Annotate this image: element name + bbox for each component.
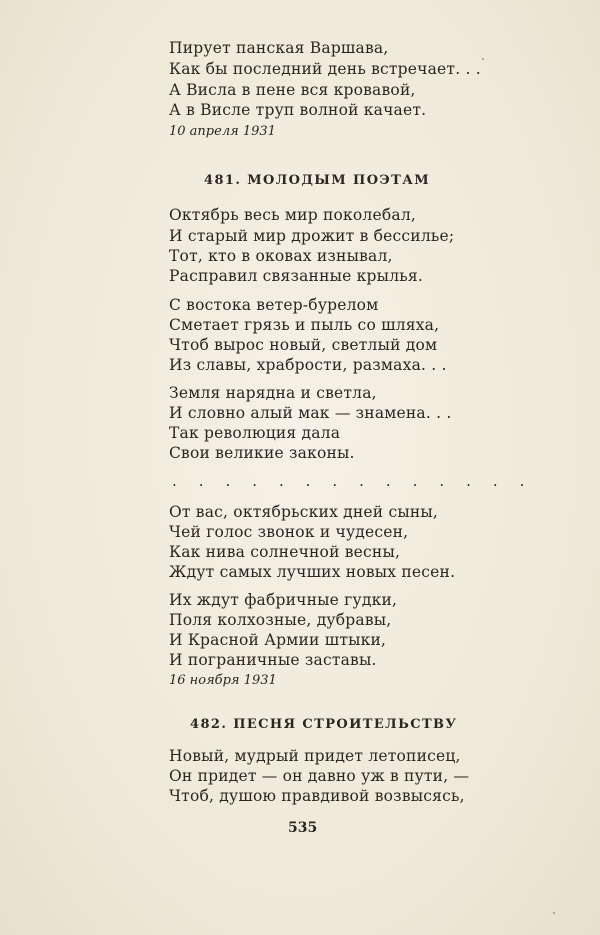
verse-line: И Красной Армии штыки,: [169, 631, 387, 649]
verse-line: Пирует панская Варшава,: [169, 39, 389, 57]
verse-line: Из славы, храбрости, размаха. . .: [169, 356, 447, 374]
verse-line: Их ждут фабричные гудки,: [169, 591, 398, 609]
verse-line: Тот, кто в оковах изнывал,: [169, 247, 393, 265]
verse-line: И пограничные заставы.: [169, 651, 377, 669]
verse-line: Поля колхозные, дубравы,: [169, 611, 392, 629]
verse-line: И старый мир дрожит в бессилье;: [169, 227, 455, 245]
paper-speck: [553, 912, 555, 914]
paper-speck: [482, 58, 484, 60]
verse-line: Расправил связанные крылья.: [169, 267, 423, 285]
verse-line: Он придет — он давно уж в пути, —: [169, 767, 470, 785]
verse-line: С востока ветер-бурелом: [169, 296, 379, 314]
verse-line: Сметает грязь и пыль со шляха,: [169, 316, 440, 334]
stanza-separator: . . . . . . . . . . . . . .: [172, 472, 533, 490]
verse-line: Ждут самых лучших новых песен.: [169, 563, 456, 581]
verse-line: Октябрь весь мир поколебал,: [169, 206, 416, 224]
poem-title: 482. ПЕСНЯ СТРОИТЕЛЬСТВУ: [190, 717, 458, 732]
verse-line: А Висла в пене вся кровавой,: [169, 81, 416, 99]
verse-line: А в Висле труп волной качает.: [169, 101, 427, 119]
verse-line: Свои великие законы.: [169, 444, 355, 462]
poem-title: 481. МОЛОДЫМ ПОЭТАМ: [204, 173, 431, 188]
verse-line: Чтоб, душою правдивой возвысясь,: [169, 787, 465, 805]
verse-line: Земля нарядна и светла,: [169, 384, 377, 402]
verse-line: Чтоб вырос новый, светлый дом: [169, 336, 438, 354]
page-number: 535: [288, 820, 318, 836]
poem-date: 10 апреля 1931: [169, 124, 276, 139]
verse-line: От вас, октябрьских дней сыны,: [169, 503, 439, 521]
verse-line: Как бы последний день встречает. . .: [169, 60, 481, 78]
verse-line: Новый, мудрый придет летописец,: [169, 747, 461, 765]
verse-line: Как нива солнечной весны,: [169, 543, 401, 561]
verse-line: Так революция дала: [169, 424, 341, 442]
verse-line: Чей голос звонок и чудесен,: [169, 523, 409, 541]
poem-date: 16 ноября 1931: [169, 673, 277, 688]
verse-line: И словно алый мак — знамена. . .: [169, 404, 452, 422]
